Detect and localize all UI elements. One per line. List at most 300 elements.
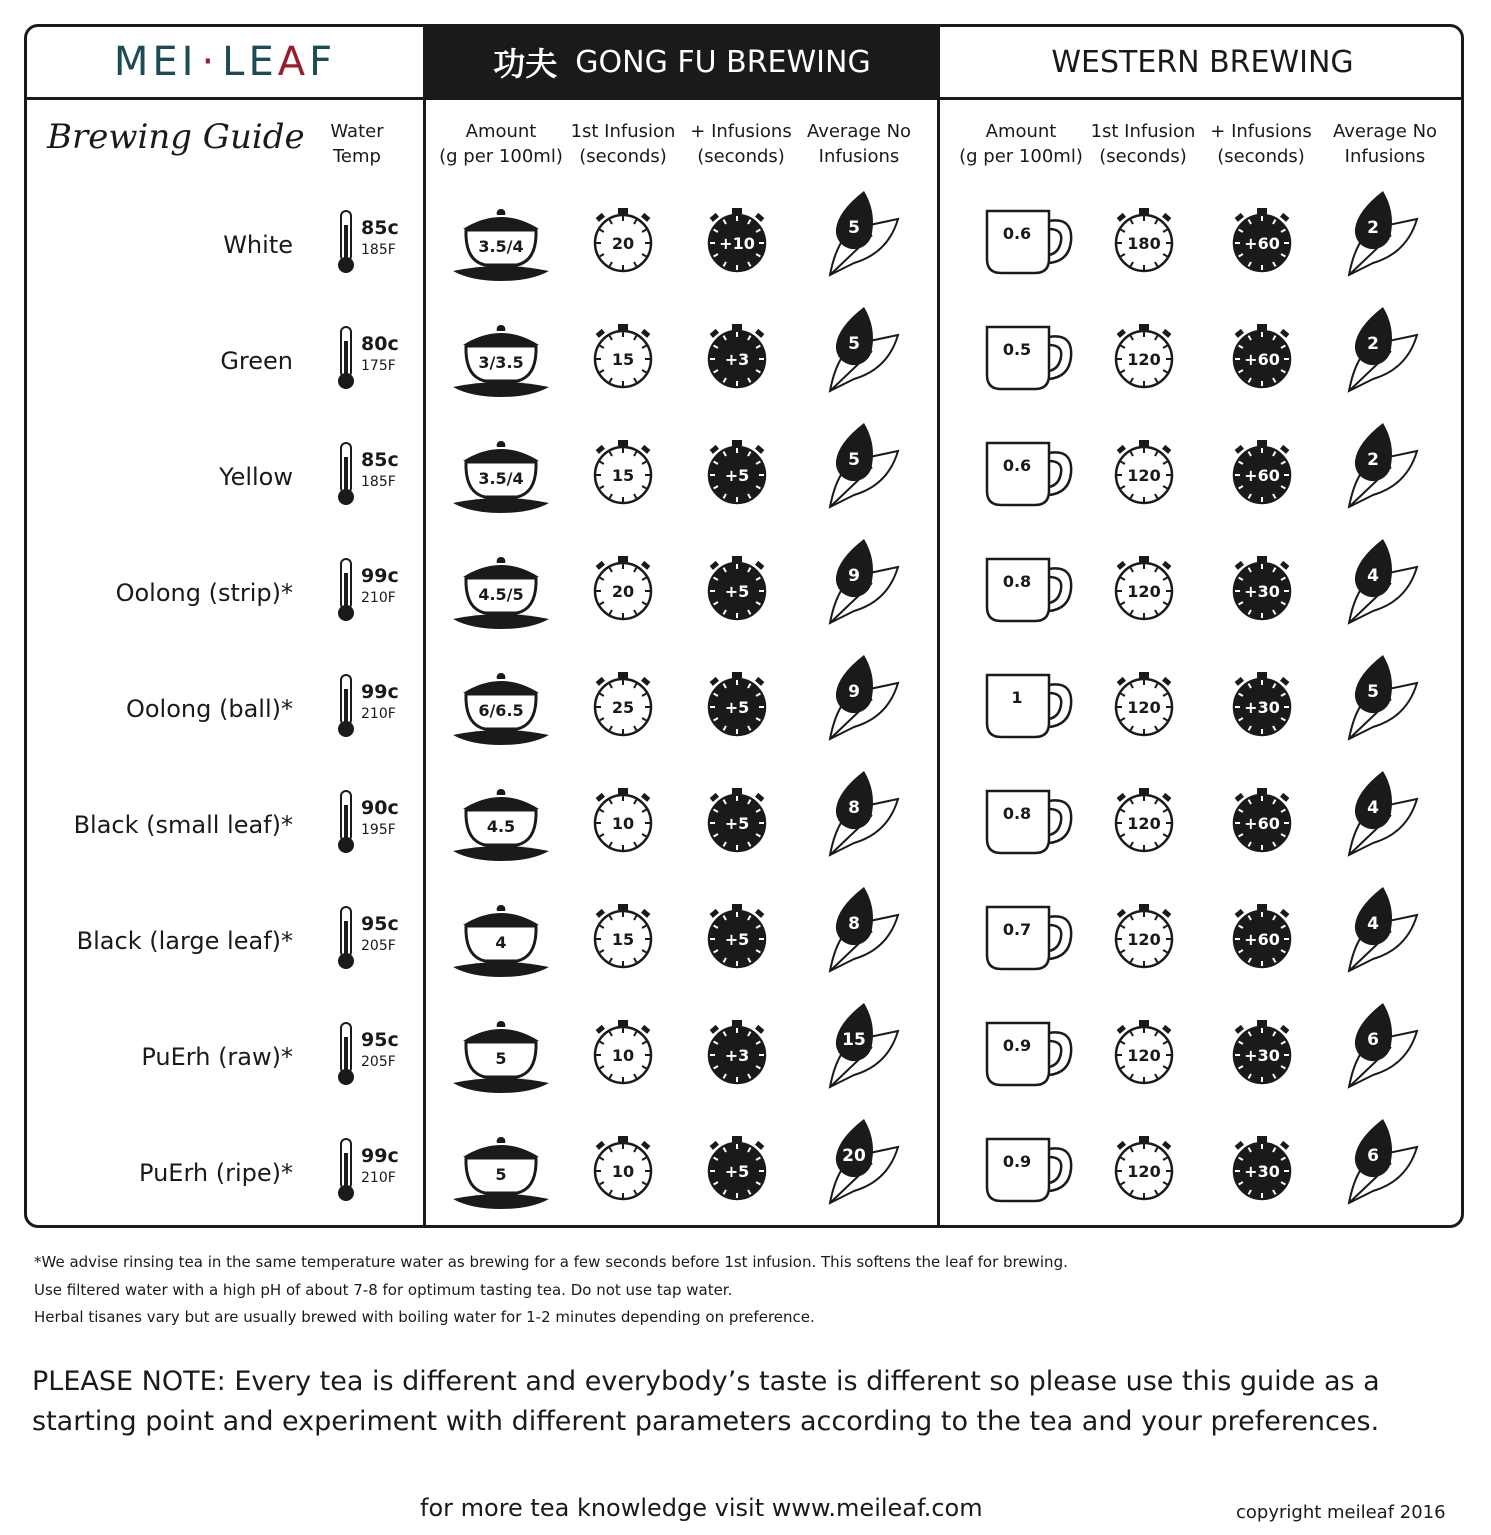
western-plus-infusions-cell <box>1227 901 1297 975</box>
temp-celsius-value: 99 <box>361 1145 388 1167</box>
gongfu-first-infusion-cell <box>588 553 658 627</box>
gongfu-amount-cell <box>451 203 551 287</box>
stopwatch-icon <box>1109 437 1179 507</box>
gongfu-plus-infusions-value: +3 <box>724 350 750 369</box>
temp-fahrenheit: 195F <box>361 822 396 838</box>
thermometer <box>335 673 357 743</box>
temp-celsius <box>361 681 399 703</box>
gongfu-avg-infusions-value: 15 <box>842 1030 866 1050</box>
water-temp-header <box>282 119 432 169</box>
temp-celsius-value: 85 <box>361 449 388 471</box>
western-amount-value: 1 <box>1011 688 1023 707</box>
gaiwan-icon <box>451 435 551 515</box>
stopwatch-dark-icon <box>702 205 772 275</box>
meileaf-logo: MEI · LE A F <box>113 39 337 85</box>
western-first-infusion-value: 120 <box>1127 466 1161 485</box>
celsius-unit: c <box>387 333 399 355</box>
gongfu-amount-cell <box>451 435 551 519</box>
thermometer <box>335 441 357 511</box>
cup-icon <box>983 671 1075 741</box>
gongfu-amount-value: 3/3.5 <box>478 353 524 372</box>
stopwatch-dark-icon <box>1227 321 1297 391</box>
stopwatch-icon <box>588 669 658 739</box>
stopwatch-icon <box>1109 669 1179 739</box>
gongfu-first-infusion-value: 10 <box>611 1046 635 1065</box>
western-plus-infusions-cell <box>1227 669 1297 743</box>
gongfu-plus-infusions-value: +10 <box>719 234 755 253</box>
celsius-unit: c <box>387 1145 399 1167</box>
leaf-drop-icon <box>1343 189 1423 279</box>
footnote-water: Use filtered water with a high pH of about 7-8 for optimum tasting tea. Do not use tap water. <box>34 1281 733 1299</box>
stopwatch-icon <box>588 901 658 971</box>
western-first-infusion-cell <box>1109 1017 1179 1091</box>
western-first-infusion-value: 120 <box>1127 350 1161 369</box>
gongfu-first-infusion-header-line: 1st Infusion <box>570 121 676 142</box>
stopwatch-icon <box>588 1133 658 1203</box>
western-amount-value: 0.7 <box>1002 920 1032 939</box>
temp-celsius <box>361 1029 399 1051</box>
western-plus-infusions-value: +30 <box>1244 1162 1280 1181</box>
gongfu-plus-infusions-cell <box>702 785 772 859</box>
western-plus-infusions-cell <box>1227 437 1297 511</box>
leaf-drop-icon <box>1343 885 1423 975</box>
temp-fahrenheit: 205F <box>361 1054 396 1070</box>
celsius-unit: c <box>387 449 399 471</box>
thermometer <box>335 1021 357 1091</box>
gongfu-avg-infusions-cell <box>824 305 904 399</box>
western-plus-infusions-header-line: (seconds) <box>1217 146 1305 167</box>
celsius-unit: c <box>387 1029 399 1051</box>
gongfu-amount-value: 6/6.5 <box>478 701 524 720</box>
western-avg-infusions-header <box>1310 119 1460 169</box>
gongfu-plus-infusions-value: +5 <box>724 814 750 833</box>
gaiwan-icon <box>451 551 551 631</box>
gongfu-avg-infusions-header-line: Average No <box>806 121 912 142</box>
gongfu-first-infusion-value: 15 <box>611 466 635 485</box>
western-plus-infusions-cell <box>1227 553 1297 627</box>
celsius-unit: c <box>387 797 399 819</box>
gongfu-first-infusion-cell <box>588 785 658 859</box>
stopwatch-icon <box>588 1017 658 1087</box>
western-first-infusion-value: 120 <box>1127 698 1161 717</box>
thermometer <box>335 557 357 627</box>
gongfu-plus-infusions-cell <box>702 669 772 743</box>
thermometer <box>335 1137 357 1207</box>
western-first-infusion-cell <box>1109 669 1179 743</box>
western-amount-cell <box>983 207 1075 281</box>
stopwatch-dark-icon <box>1227 437 1297 507</box>
temp-celsius-value: 80 <box>361 333 388 355</box>
leaf-drop-icon <box>824 885 904 975</box>
western-plus-infusions-header-line: + Infusions <box>1210 121 1312 142</box>
gongfu-amount-value: 4 <box>495 933 507 952</box>
western-plus-infusions-value: +30 <box>1244 698 1280 717</box>
western-plus-infusions-value: +60 <box>1244 466 1280 485</box>
gongfu-plus-infusions-value: +5 <box>724 582 750 601</box>
tea-name: PuErh (raw)* <box>141 1043 293 1071</box>
leaf-drop-icon <box>824 421 904 511</box>
western-plus-infusions-value: +30 <box>1244 1046 1280 1065</box>
thermometer-icon <box>335 557 357 623</box>
stopwatch-icon <box>588 553 658 623</box>
gongfu-avg-infusions-value: 5 <box>848 334 860 354</box>
brewing-guide-title: Brewing Guide <box>47 117 305 157</box>
leaf-drop-icon <box>824 1117 904 1207</box>
temp-celsius-value: 85 <box>361 217 388 239</box>
western-avg-infusions-cell <box>1343 769 1423 863</box>
gongfu-plus-infusions-cell <box>702 553 772 627</box>
gongfu-brewing-header <box>426 27 938 97</box>
gongfu-avg-infusions-cell <box>824 653 904 747</box>
stopwatch-dark-icon <box>702 553 772 623</box>
leaf-drop-icon <box>824 653 904 743</box>
footnote-rinse: *We advise rinsing tea in the same temperature water as brewing for a few seconds before 1st infusion. This softens the leaf for brewing. <box>34 1253 1068 1271</box>
gongfu-plus-infusions-value: +5 <box>724 466 750 485</box>
western-plus-infusions-cell <box>1227 1017 1297 1091</box>
temp-celsius <box>361 797 399 819</box>
thermometer-icon <box>335 1137 357 1203</box>
western-plus-infusions-value: +60 <box>1244 350 1280 369</box>
western-avg-infusions-value: 5 <box>1367 682 1379 702</box>
water-temp-header-line: Temp <box>333 146 381 167</box>
water-temp-header-line: Water <box>330 121 384 142</box>
tea-name: Yellow <box>219 463 293 491</box>
temp-celsius <box>361 913 399 935</box>
gongfu-first-infusion-cell <box>588 437 658 511</box>
leaf-drop-icon <box>824 769 904 859</box>
leaf-drop-icon <box>1343 1001 1423 1091</box>
gaiwan-icon <box>451 1015 551 1095</box>
thermometer-icon <box>335 905 357 971</box>
temp-celsius-value: 95 <box>361 913 388 935</box>
gongfu-avg-infusions-header <box>784 119 934 169</box>
stopwatch-icon <box>1109 1017 1179 1087</box>
gongfu-amount-header-line: Amount <box>465 121 537 142</box>
stopwatch-dark-icon <box>1227 205 1297 275</box>
western-first-infusion-value: 120 <box>1127 930 1161 949</box>
western-first-infusion-value: 120 <box>1127 1162 1161 1181</box>
gongfu-chinese-label: 功夫 <box>493 45 558 83</box>
gongfu-title: GONG FU BREWING <box>575 44 871 80</box>
gongfu-avg-infusions-cell <box>824 189 904 283</box>
temp-celsius <box>361 565 399 587</box>
cup-icon <box>983 1135 1075 1205</box>
column-divider-left <box>423 27 426 1225</box>
western-avg-infusions-cell <box>1343 885 1423 979</box>
gongfu-first-infusion-cell <box>588 901 658 975</box>
leaf-drop-icon <box>824 1001 904 1091</box>
stopwatch-dark-icon <box>1227 1133 1297 1203</box>
western-amount-cell <box>983 787 1075 861</box>
gongfu-first-infusion-value: 15 <box>611 930 635 949</box>
brewing-guide-table <box>24 24 1464 1228</box>
western-first-infusion-value: 120 <box>1127 582 1161 601</box>
western-amount-header-line: (g per 100ml) <box>959 146 1083 167</box>
leaf-drop-icon <box>824 537 904 627</box>
stopwatch-dark-icon <box>702 785 772 855</box>
temp-fahrenheit: 185F <box>361 474 396 490</box>
gongfu-plus-infusions-cell <box>702 205 772 279</box>
gongfu-first-infusion-value: 20 <box>611 582 635 601</box>
gongfu-amount-value: 4.5/5 <box>478 585 524 604</box>
western-first-infusion-cell <box>1109 901 1179 975</box>
cup-icon <box>983 1019 1075 1089</box>
thermometer-icon <box>335 441 357 507</box>
western-amount-cell <box>983 1019 1075 1093</box>
western-avg-infusions-value: 4 <box>1367 798 1379 818</box>
western-first-infusion-cell <box>1109 785 1179 859</box>
stopwatch-icon <box>588 205 658 275</box>
western-plus-infusions-value: +60 <box>1244 930 1280 949</box>
temp-celsius-value: 95 <box>361 1029 388 1051</box>
gongfu-avg-infusions-value: 5 <box>848 450 860 470</box>
western-amount-value: 0.6 <box>1002 456 1032 475</box>
celsius-unit: c <box>387 217 399 239</box>
gongfu-first-infusion-cell <box>588 1017 658 1091</box>
thermometer-icon <box>335 673 357 739</box>
stopwatch-icon <box>1109 901 1179 971</box>
temp-celsius-value: 99 <box>361 681 388 703</box>
western-amount-cell <box>983 1135 1075 1209</box>
gongfu-first-infusion-value: 25 <box>611 698 635 717</box>
western-amount-value: 0.6 <box>1002 224 1032 243</box>
celsius-unit: c <box>387 913 399 935</box>
gongfu-first-infusion-value: 15 <box>611 350 635 369</box>
celsius-unit: c <box>387 681 399 703</box>
gongfu-plus-infusions-value: +5 <box>724 930 750 949</box>
western-first-infusion-value: 120 <box>1127 1046 1161 1065</box>
western-avg-infusions-value: 2 <box>1367 334 1379 354</box>
tea-name: Oolong (strip)* <box>115 579 293 607</box>
western-plus-infusions-cell <box>1227 785 1297 859</box>
gongfu-amount-cell <box>451 1015 551 1099</box>
western-amount-cell <box>983 323 1075 397</box>
gongfu-plus-infusions-value: +3 <box>724 1046 750 1065</box>
cup-icon <box>983 207 1075 277</box>
western-avg-infusions-value: 4 <box>1367 566 1379 586</box>
tea-name: Oolong (ball)* <box>125 695 293 723</box>
western-amount-value: 0.9 <box>1002 1152 1032 1171</box>
western-amount-value: 0.8 <box>1002 804 1032 823</box>
gongfu-amount-cell <box>451 551 551 635</box>
gongfu-plus-infusions-value: +5 <box>724 1162 750 1181</box>
temp-fahrenheit: 210F <box>361 706 396 722</box>
stopwatch-icon <box>1109 205 1179 275</box>
gongfu-avg-infusions-value: 8 <box>848 914 860 934</box>
gongfu-amount-cell <box>451 1131 551 1215</box>
western-amount-cell <box>983 903 1075 977</box>
gongfu-plus-infusions-cell <box>702 901 772 975</box>
temp-fahrenheit: 205F <box>361 938 396 954</box>
gongfu-avg-infusions-value: 9 <box>848 682 860 702</box>
leaf-drop-icon <box>1343 305 1423 395</box>
thermometer-icon <box>335 789 357 855</box>
gongfu-amount-value: 3.5/4 <box>478 237 524 256</box>
gongfu-amount-value: 5 <box>495 1165 507 1184</box>
stopwatch-dark-icon <box>702 901 772 971</box>
gongfu-first-infusion-header-line: (seconds) <box>579 146 667 167</box>
thermometer-icon <box>335 209 357 275</box>
temp-celsius <box>361 217 399 239</box>
cup-icon <box>983 323 1075 393</box>
temp-celsius <box>361 1145 399 1167</box>
western-plus-infusions-value: +60 <box>1244 234 1280 253</box>
temp-fahrenheit: 185F <box>361 242 396 258</box>
temp-fahrenheit: 210F <box>361 590 396 606</box>
western-first-infusion-cell <box>1109 553 1179 627</box>
thermometer <box>335 905 357 975</box>
gongfu-avg-infusions-cell <box>824 885 904 979</box>
tea-name: PuErh (ripe)* <box>139 1159 293 1187</box>
cup-icon <box>983 439 1075 509</box>
leaf-drop-icon <box>1343 421 1423 511</box>
leaf-drop-icon <box>1343 1117 1423 1207</box>
stopwatch-dark-icon <box>702 437 772 507</box>
western-first-infusion-value: 180 <box>1127 234 1161 253</box>
gongfu-plus-infusions-cell <box>702 437 772 511</box>
gongfu-amount-cell <box>451 667 551 751</box>
gongfu-avg-infusions-cell <box>824 421 904 515</box>
stopwatch-icon <box>1109 321 1179 391</box>
copyright: copyright meileaf 2016 <box>1236 1502 1446 1523</box>
gaiwan-icon <box>451 1131 551 1211</box>
western-title: WESTERN BREWING <box>1051 44 1354 80</box>
western-avg-infusions-cell <box>1343 305 1423 399</box>
western-plus-infusions-value: +30 <box>1244 582 1280 601</box>
stopwatch-dark-icon <box>702 321 772 391</box>
thermometer-icon <box>335 1021 357 1087</box>
temp-celsius <box>361 449 399 471</box>
western-avg-infusions-cell <box>1343 1117 1423 1211</box>
western-first-infusion-header-line: (seconds) <box>1099 146 1187 167</box>
western-first-infusion-cell <box>1109 437 1179 511</box>
western-first-infusion-value: 120 <box>1127 814 1161 833</box>
western-avg-infusions-value: 2 <box>1367 218 1379 238</box>
gongfu-avg-infusions-cell <box>824 1001 904 1095</box>
please-note: PLEASE NOTE: Every tea is different and everybody’s taste is different so please use this guide as a starting point and experiment with different parameters according to the tea and your preferences. <box>32 1366 1380 1437</box>
gongfu-first-infusion-cell <box>588 669 658 743</box>
thermometer <box>335 209 357 279</box>
leaf-drop-icon <box>824 189 904 279</box>
gongfu-avg-infusions-value: 8 <box>848 798 860 818</box>
gaiwan-icon <box>451 783 551 863</box>
gongfu-plus-infusions-cell <box>702 321 772 395</box>
western-first-infusion-cell <box>1109 1133 1179 1207</box>
western-plus-infusions-cell <box>1227 1133 1297 1207</box>
stopwatch-dark-icon <box>1227 1017 1297 1087</box>
gongfu-amount-value: 4.5 <box>486 817 516 836</box>
tea-name: White <box>223 231 293 259</box>
western-avg-infusions-value: 6 <box>1367 1146 1379 1166</box>
gongfu-avg-infusions-cell <box>824 1117 904 1211</box>
gongfu-avg-infusions-header-line: Infusions <box>818 146 900 167</box>
western-avg-infusions-cell <box>1343 1001 1423 1095</box>
stopwatch-dark-icon <box>1227 669 1297 739</box>
western-amount-cell <box>983 555 1075 629</box>
gongfu-first-infusion-cell <box>588 205 658 279</box>
western-amount-header-line: Amount <box>985 121 1057 142</box>
column-divider-right <box>937 27 940 1225</box>
western-avg-infusions-header-line: Average No <box>1332 121 1438 142</box>
temp-fahrenheit: 210F <box>361 1170 396 1186</box>
tea-name: Black (large leaf)* <box>76 927 293 955</box>
gongfu-first-infusion-cell <box>588 1133 658 1207</box>
thermometer <box>335 789 357 859</box>
temp-celsius-value: 90 <box>361 797 388 819</box>
gongfu-amount-value: 5 <box>495 1049 507 1068</box>
leaf-drop-icon <box>1343 653 1423 743</box>
gaiwan-icon <box>451 203 551 283</box>
western-brewing-header <box>941 27 1464 97</box>
temp-celsius-value: 99 <box>361 565 388 587</box>
gaiwan-icon <box>451 319 551 399</box>
western-plus-infusions-cell <box>1227 321 1297 395</box>
gongfu-avg-infusions-value: 9 <box>848 566 860 586</box>
gongfu-amount-cell <box>451 783 551 867</box>
western-avg-infusions-value: 6 <box>1367 1030 1379 1050</box>
stopwatch-icon <box>1109 1133 1179 1203</box>
gongfu-plus-infusions-value: +5 <box>724 698 750 717</box>
thermometer <box>335 325 357 395</box>
gongfu-plus-infusions-header-line: (seconds) <box>697 146 785 167</box>
cup-icon <box>983 787 1075 857</box>
gongfu-first-infusion-cell <box>588 321 658 395</box>
gongfu-amount-header-line: (g per 100ml) <box>439 146 563 167</box>
western-amount-value: 0.9 <box>1002 1036 1032 1055</box>
western-amount-cell <box>983 671 1075 745</box>
gaiwan-icon <box>451 899 551 979</box>
western-plus-infusions-value: +60 <box>1244 814 1280 833</box>
western-avg-infusions-cell <box>1343 653 1423 747</box>
stopwatch-icon <box>1109 553 1179 623</box>
western-first-infusion-cell <box>1109 205 1179 279</box>
gongfu-avg-infusions-cell <box>824 537 904 631</box>
gongfu-avg-infusions-value: 5 <box>848 218 860 238</box>
cup-icon <box>983 555 1075 625</box>
western-avg-infusions-value: 2 <box>1367 450 1379 470</box>
western-avg-infusions-cell <box>1343 421 1423 515</box>
stopwatch-dark-icon <box>1227 901 1297 971</box>
gongfu-first-infusion-value: 10 <box>611 1162 635 1181</box>
cup-icon <box>983 903 1075 973</box>
gongfu-plus-infusions-cell <box>702 1017 772 1091</box>
western-avg-infusions-value: 4 <box>1367 914 1379 934</box>
temp-celsius <box>361 333 399 355</box>
gongfu-amount-value: 3.5/4 <box>478 469 524 488</box>
western-avg-infusions-cell <box>1343 537 1423 631</box>
stopwatch-dark-icon <box>1227 785 1297 855</box>
western-plus-infusions-cell <box>1227 205 1297 279</box>
western-first-infusion-header-line: 1st Infusion <box>1090 121 1196 142</box>
western-amount-value: 0.8 <box>1002 572 1032 591</box>
leaf-drop-icon <box>824 305 904 395</box>
stopwatch-dark-icon <box>702 1133 772 1203</box>
gongfu-first-infusion-value: 20 <box>611 234 635 253</box>
gongfu-plus-infusions-cell <box>702 1133 772 1207</box>
stopwatch-icon <box>588 785 658 855</box>
gongfu-avg-infusions-cell <box>824 769 904 863</box>
thermometer-icon <box>335 325 357 391</box>
leaf-drop-icon <box>1343 769 1423 859</box>
western-amount-value: 0.5 <box>1002 340 1032 359</box>
header-divider <box>27 97 1461 100</box>
visit-link-text: for more tea knowledge visit www.meileaf.com <box>420 1494 983 1522</box>
stopwatch-icon <box>588 321 658 391</box>
tea-name: Green <box>220 347 293 375</box>
temp-fahrenheit: 175F <box>361 358 396 374</box>
stopwatch-icon <box>588 437 658 507</box>
western-avg-infusions-header-line: Infusions <box>1344 146 1426 167</box>
